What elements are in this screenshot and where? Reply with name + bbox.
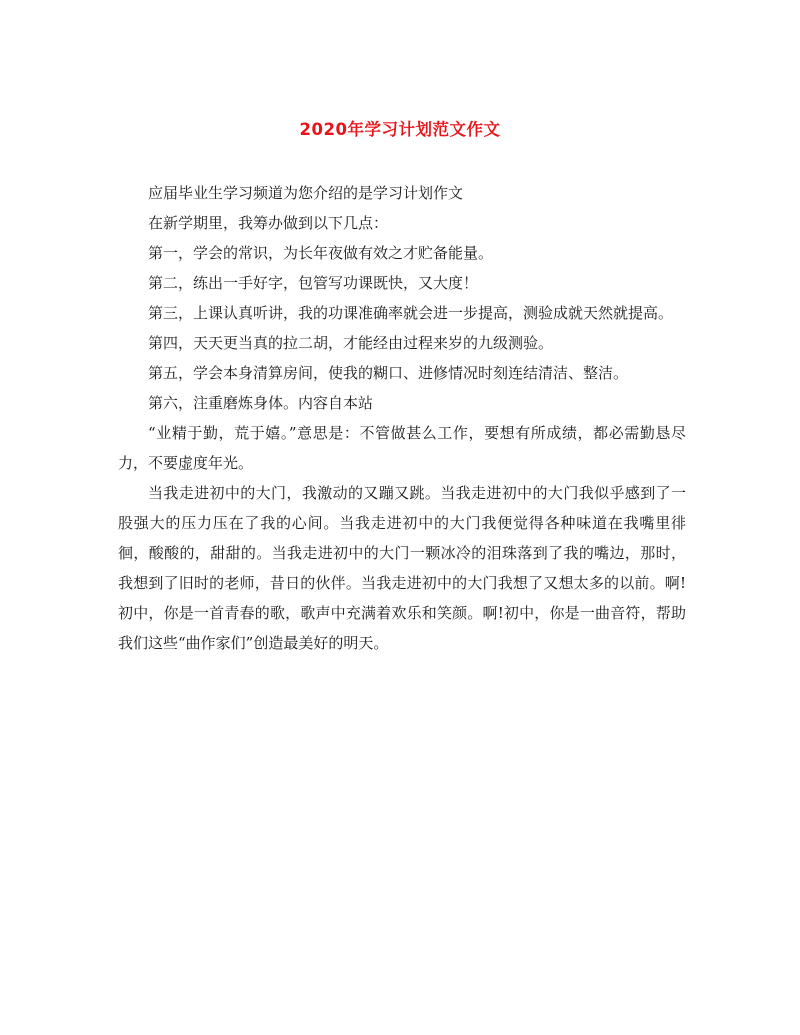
paragraph-item-4: 第四，天天更当真的拉二胡，才能经由过程来岁的九级测验。 (148, 334, 554, 352)
paragraph-item-3: 第三，上课认真听讲，我的功课准确率就会进一步提高，测验成就天然就提高。 (148, 304, 674, 322)
paragraph-item-1: 第一，学会的常识，为长年夜做有效之才贮备能量。 (148, 244, 494, 262)
document-body (118, 178, 686, 658)
paragraph-item-2: 第二，练出一手好字，包管写功课既快，又大度！ (148, 274, 479, 292)
paragraph-intro: 应届毕业生学习频道为您介绍的是学习计划作文 (148, 184, 464, 202)
paragraph-quote: “业精于勤，荒于嬉。”意思是：不管做甚么工作，要想有所成绩，都必需勤恳尽力，不要虚度年光。 (118, 424, 686, 472)
paragraph-essay: 当我走进初中的大门，我激动的又蹦又跳。当我走进初中的大门我似乎感到了一股强大的压力压在了我的心间。当我走进初中的大门我便觉得各种味道在我嘴里徘徊，酸酸的，甜甜的。当我走进初中的大门一颗冰冷的泪珠落到了我的嘴边，那时，我想到了旧时的老师，昔日的伙伴。当我走进初中的大门我想了又想太多的以前。啊!初中，你是一首青春的歌，歌声中充满着欢乐和笑颜。啊!初中，你是一曲音符，帮助我们这些“曲作家们”创造最美好的明天。 (118, 484, 686, 652)
paragraph-plan-lead: 在新学期里，我筹办做到以下几点： (148, 214, 389, 232)
document-title: 2020年学习计划范文作文 (299, 120, 501, 139)
paragraph-item-5: 第五，学会本身清算房间，使我的糊口、进修情况时刻连结清洁、整洁。 (148, 364, 629, 382)
paragraph-item-6: 第六，注重磨炼身体。内容自本站 (148, 394, 374, 412)
